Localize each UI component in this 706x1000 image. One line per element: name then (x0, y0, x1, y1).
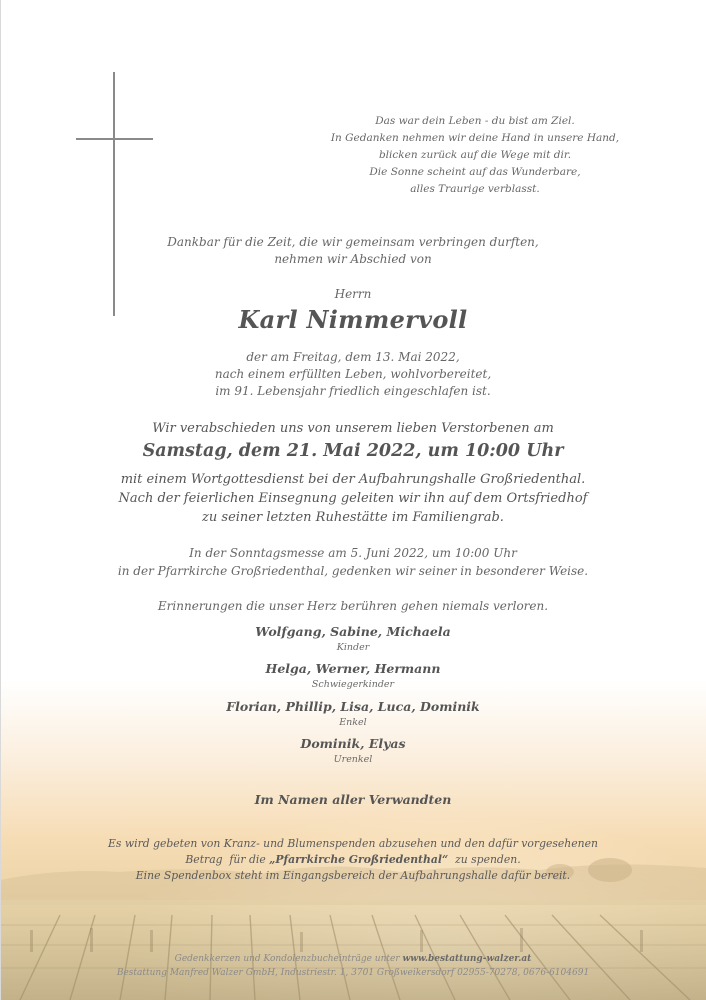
on-behalf-text: Im Namen aller Verwandten (254, 792, 452, 807)
death-info-line: der am Freitag, dem 13. Mai 2022, (246, 350, 460, 364)
ceremony-text (0, 470, 706, 527)
footer-condolence-text: Gedenkkerzen und Kondolenzbucheinträge unter (174, 954, 403, 964)
donation-recipient: „Pfarrkirche Großriedenthal“ (269, 853, 449, 866)
poem-line: alles Traurige verblasst. (410, 183, 540, 195)
farewell-intro: Wir verabschieden uns von unserem lieben Verstorbenen am (152, 421, 554, 436)
death-info (0, 349, 706, 400)
footer-address: Bestattung Manfred Walzer GmbH, Industriestr. 1, 3701 Großweikersdorf 02955-70278, 0676-6104691 (116, 968, 590, 978)
donation-line: Es wird gebeten von Kranz- und Blumenspenden abzusehen und den dafür vorgesehenen (108, 837, 598, 850)
donation-line2-post: zu spenden. (448, 853, 521, 866)
poem-line: Die Sonne scheint auf das Wunderbare, (369, 166, 581, 178)
farewell-date: Samstag, dem 21. Mai 2022, um 10:00 Uhr (142, 441, 564, 461)
ceremony-line: zu seiner letzten Ruhestätte im Familiengrab. (202, 510, 504, 525)
family-relation-grandchildren: Enkel (339, 717, 367, 728)
family-names-great-grandchildren: Dominik, Elyas (300, 736, 406, 751)
mass-line: in der Pfarrkirche Großriedenthal, gedenken wir seiner in besonderer Weise. (117, 564, 589, 578)
deceased-name: Karl Nimmervoll (238, 305, 468, 334)
mass-line: In der Sonntagsmesse am 5. Juni 2022, um 10:00 Uhr (189, 546, 517, 560)
cross-icon-vertical (113, 72, 115, 316)
mass-text (0, 544, 706, 580)
memory-quote: Erinnerungen die unser Herz berühren gehen niemals verloren. (157, 599, 549, 613)
salutation: Herrn (334, 287, 372, 301)
poem-line: Das war dein Leben - du bist am Ziel. (375, 115, 575, 127)
poem-line: In Gedanken nehmen wir deine Hand in unsere Hand, (330, 132, 620, 144)
donation-notice (0, 836, 706, 884)
family-names-grandchildren: Florian, Phillip, Lisa, Luca, Dominik (226, 699, 480, 714)
donation-line: Eine Spendenbox steht im Eingangsbereich der Aufbahrungshalle dafür bereit. (135, 869, 571, 882)
footer (0, 952, 706, 980)
donation-line2-pre: Betrag für die (185, 853, 270, 866)
ceremony-line: Nach der feierlichen Einsegnung geleiten wir ihn auf dem Ortsfriedhof (118, 491, 588, 506)
intro-line: Dankbar für die Zeit, die wir gemeinsam verbringen durften, (167, 235, 539, 249)
ceremony-line: mit einem Wortgottesdienst bei der Aufbahrungshalle Großriedenthal. (120, 472, 586, 487)
family-relation-children: Kinder (336, 642, 370, 653)
cross-icon-horizontal (76, 138, 153, 140)
family-names-children: Wolfgang, Sabine, Michaela (255, 624, 451, 639)
footer-line (0, 952, 706, 966)
poem (295, 113, 655, 198)
intro-line: nehmen wir Abschied von (274, 252, 432, 266)
family-names-in-laws: Helga, Werner, Hermann (265, 661, 441, 676)
poem-line: blicken zurück auf die Wege mit dir. (378, 149, 572, 161)
family-relation-in-laws: Schwiegerkinder (311, 679, 395, 690)
family-relation-great-grandchildren: Urenkel (333, 754, 373, 765)
footer-website-link[interactable]: www.bestattung-walzer.at (402, 954, 532, 964)
donation-line (0, 852, 706, 868)
death-info-line: im 91. Lebensjahr friedlich eingeschlafen ist. (215, 384, 491, 398)
death-info-line: nach einem erfüllten Leben, wohlvorbereitet, (214, 367, 492, 381)
intro-text (0, 234, 706, 268)
